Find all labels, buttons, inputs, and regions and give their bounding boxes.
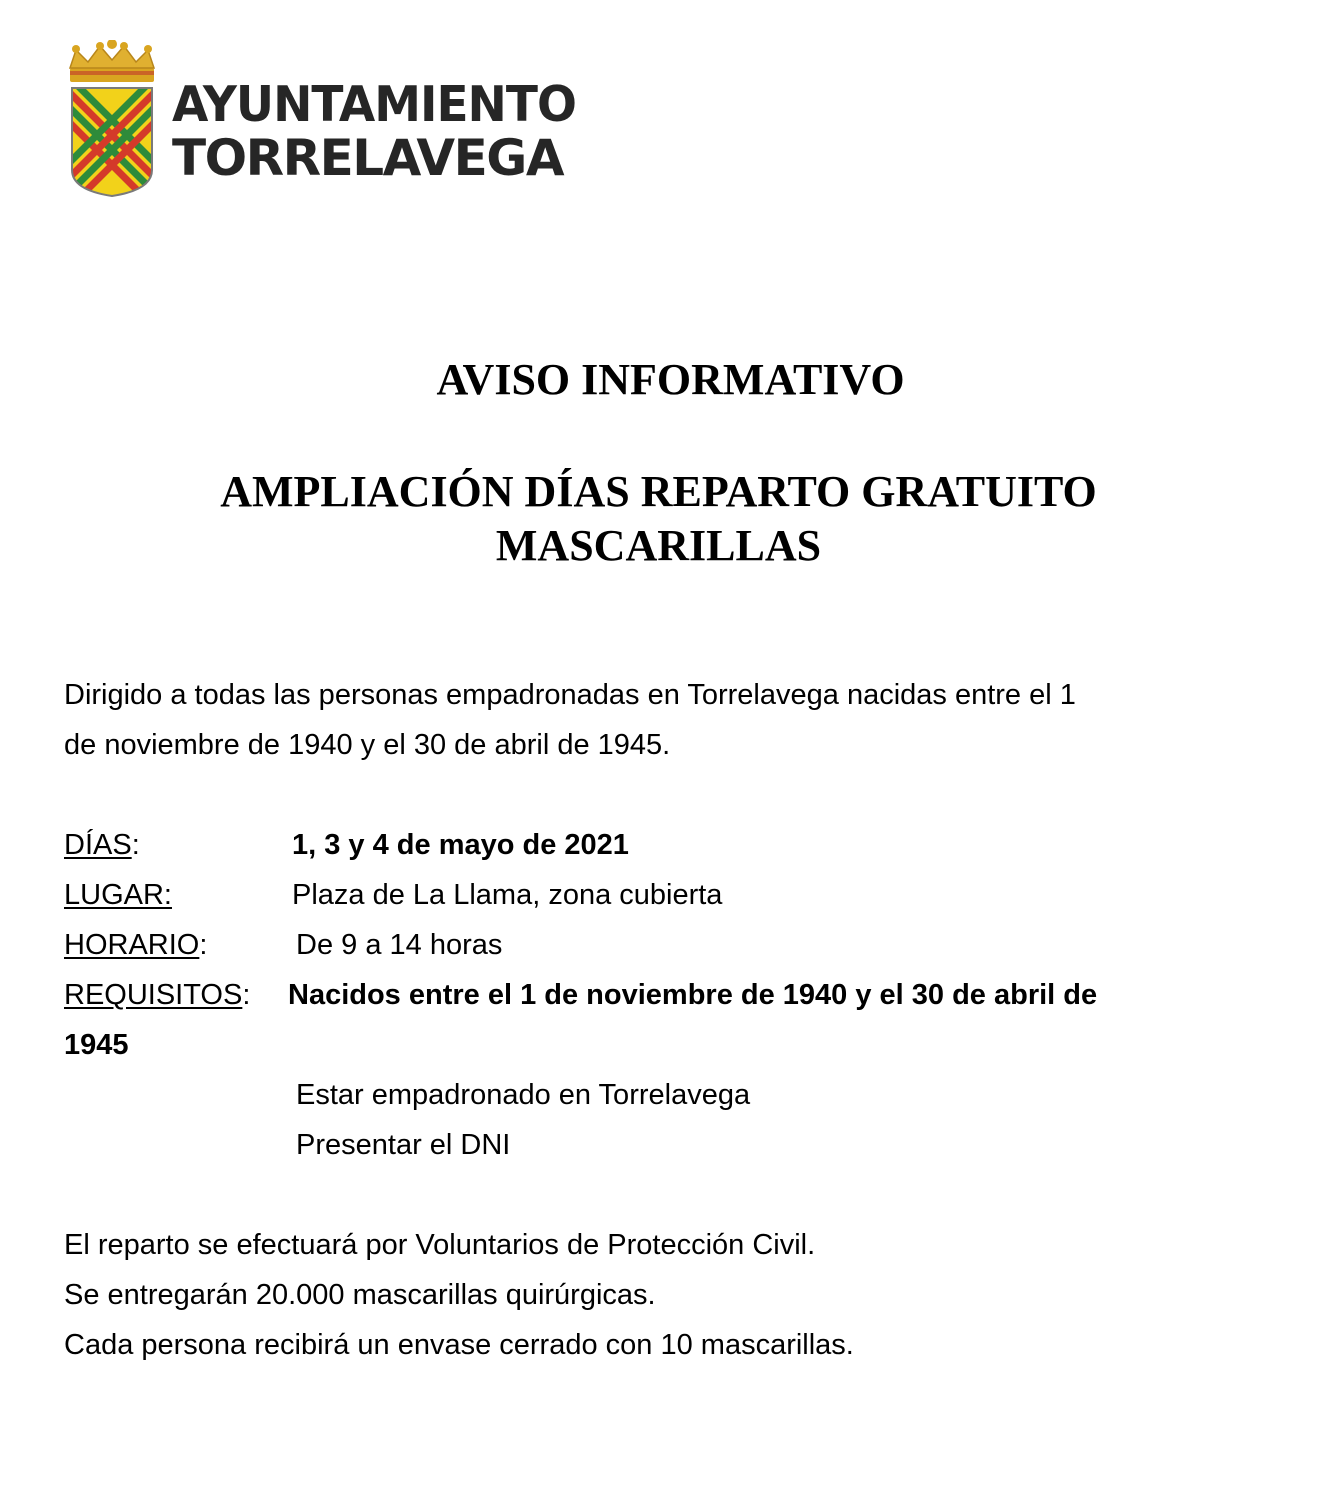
crown-icon <box>70 40 154 82</box>
footer-line3: Cada persona recibirá un envase cerrado con 10 mascarillas. <box>64 1329 854 1361</box>
requisitos-label: REQUISITOS: <box>64 979 251 1011</box>
requisitos-value-line2: 1945 <box>64 1029 129 1061</box>
notice-title: AVISO INFORMATIVO <box>436 355 905 404</box>
intro-line1: Dirigido a todas las personas empadronadas en Torrelavega nacidas entre el 1 <box>64 679 1076 711</box>
intro-paragraph <box>64 670 1076 770</box>
footer-line1: El reparto se efectuará por Voluntarios de Protección Civil. <box>64 1229 816 1261</box>
municipal-logo <box>62 40 582 200</box>
notice-subtitle-line1: AMPLIACIÓN DÍAS REPARTO GRATUITO <box>220 467 1097 516</box>
footer-paragraph <box>64 1220 854 1370</box>
organization-name <box>172 75 576 187</box>
lugar-label: LUGAR: <box>64 879 172 911</box>
lugar-value: Plaza de La Llama, zona cubierta <box>292 879 723 911</box>
requisito-padron: Estar empadronado en Torrelavega <box>296 1079 751 1111</box>
coat-of-arms-icon <box>62 40 162 200</box>
notice-subtitle-line2: MASCARILLAS <box>495 521 822 570</box>
requisitos-value-line1: Nacidos entre el 1 de noviembre de 1940 y el 30 de abril de <box>288 979 1098 1011</box>
requisito-dni: Presentar el DNI <box>296 1129 511 1161</box>
notice-subtitle <box>0 465 1329 573</box>
intro-line2: de noviembre de 1940 y el 30 de abril de 1945. <box>64 729 671 761</box>
organization-name-line2: TORRELAVEGA <box>172 129 564 187</box>
organization-name-line1: AYUNTAMIENTO <box>172 75 576 134</box>
horario-label: HORARIO: <box>64 929 208 961</box>
footer-line2: Se entregarán 20.000 mascarillas quirúrgicas. <box>64 1279 656 1311</box>
dias-value: 1, 3 y 4 de mayo de 2021 <box>292 829 629 861</box>
horario-value: De 9 a 14 horas <box>296 929 503 961</box>
dias-label: DÍAS: <box>64 829 140 861</box>
